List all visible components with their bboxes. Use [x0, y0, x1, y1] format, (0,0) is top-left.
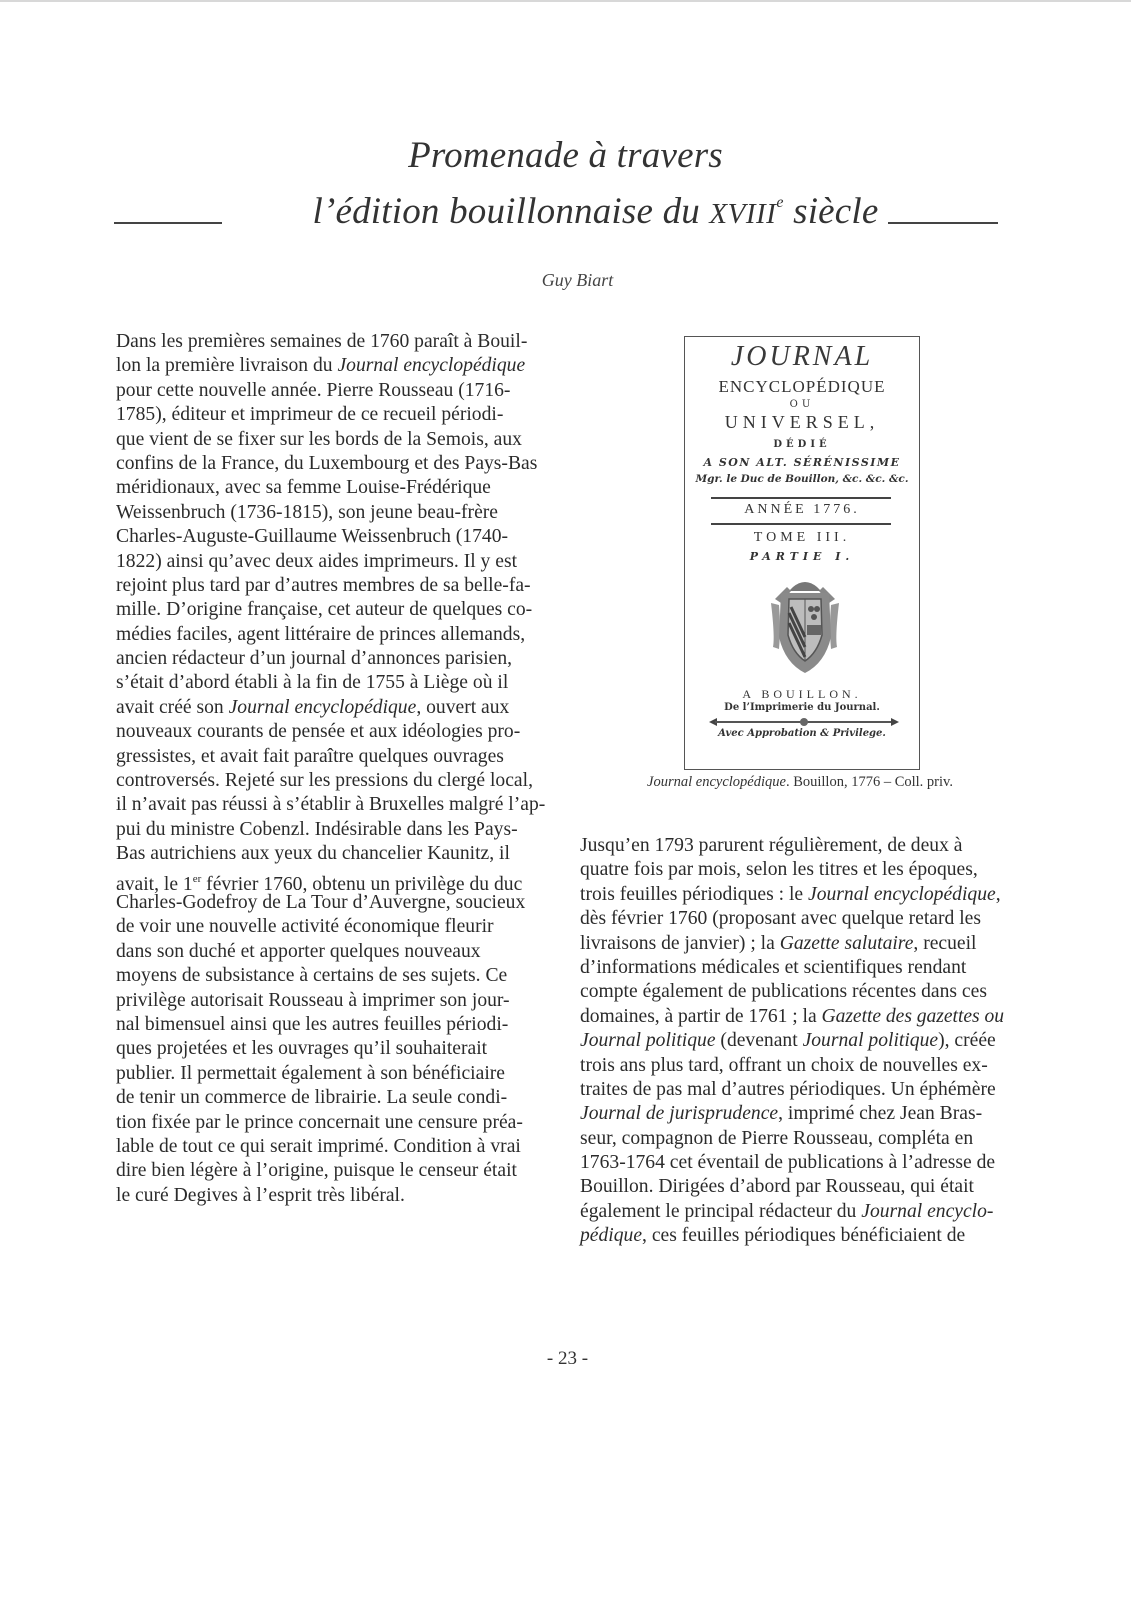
- caption-title: Journal encyclopédique: [647, 774, 786, 790]
- text-line: [580, 1054, 1004, 1078]
- text-run: , imprimé chez Jean Bras-: [778, 1103, 983, 1125]
- text-line-content: [116, 671, 508, 695]
- figure-rule-top: [711, 497, 891, 499]
- text-line: [116, 964, 549, 988]
- text-line: [116, 1111, 549, 1135]
- text-run: 1822) ainsi qu’avec deux aides imprimeurs. Il y est: [116, 550, 518, 572]
- text-run: 1763-1764 cet éventail de publications à l’adresse de: [580, 1152, 996, 1174]
- text-run: Dans les premières semaines de 1760 paraît à Bouil-: [116, 331, 528, 352]
- text-run: Bouillon. Dirigées d’abord par Rousseau, qui était: [580, 1176, 974, 1198]
- text-line-content: [580, 1005, 1004, 1029]
- text-line: [580, 1200, 1004, 1224]
- text-run: pour cette nouvelle année. Pierre Rousseau (1716-: [116, 379, 511, 401]
- figure-encyclopedique: ENCYCLOPÉDIQUE: [718, 377, 886, 396]
- text-line-content: [580, 883, 1001, 907]
- text-run: lon la première livraison du: [116, 355, 338, 377]
- title-text-post: siècle: [783, 191, 879, 232]
- text-line: [116, 574, 549, 598]
- text-line: [116, 598, 549, 622]
- text-line: [116, 940, 549, 964]
- text-line-content: [116, 1037, 487, 1061]
- text-line: [116, 891, 549, 915]
- text-line: [116, 452, 549, 476]
- journal-title-page-figure: [684, 336, 920, 770]
- text-run: traites de pas mal d’autres périodiques. Un éphémère: [580, 1078, 996, 1100]
- text-line: [580, 834, 1004, 858]
- text-run: mille. D’origine française, cet auteur de quelques co-: [116, 599, 533, 621]
- text-line-content: [116, 1013, 508, 1037]
- text-line: [116, 330, 549, 354]
- figure-dedication: A SON ALT. SÉRÉNISSIME: [703, 456, 901, 469]
- text-line: [116, 623, 549, 647]
- text-line: [116, 525, 549, 549]
- text-run: de tenir un commerce de librairie. La seule condi-: [116, 1087, 508, 1109]
- text-line: [580, 932, 1004, 956]
- italic-title: pédique: [580, 1225, 643, 1247]
- text-run: février 1760, obtenu un privilège du duc: [201, 873, 523, 895]
- text-line-content: [580, 858, 978, 882]
- italic-title: Gazette des gazettes ou: [821, 1005, 1004, 1027]
- ornamental-rule-icon: [709, 717, 899, 727]
- text-line-content: [580, 1151, 995, 1175]
- figure-mgr: Mgr. le Duc de Bouillon, &c. &c. &c.: [695, 473, 909, 485]
- text-run: ), créée: [938, 1030, 996, 1052]
- text-line-content: [116, 354, 525, 378]
- text-run: méridionaux, avec sa femme Louise-Frédérique: [116, 477, 491, 499]
- author-byline: Guy Biart: [541, 270, 614, 290]
- text-run: nal bimensuel ainsi que les autres feuilles périodi-: [116, 1013, 509, 1035]
- text-line-content: [580, 1078, 996, 1102]
- title-superscript: e: [776, 194, 784, 211]
- text-run: également le principal rédacteur du: [580, 1200, 862, 1222]
- text-run: de voir une nouvelle activité économique fleurir: [116, 916, 494, 938]
- text-line-content: [580, 932, 977, 956]
- text-line: [116, 476, 549, 500]
- title-roman-numeral: XVIII: [709, 198, 777, 230]
- text-run: confins de la France, du Luxembourg et des Pays-Bas: [116, 452, 538, 474]
- text-line: [580, 980, 1004, 1004]
- text-run: lable de tout ce qui serait imprimé. Condition à vrai: [116, 1135, 521, 1157]
- text-line-content: [580, 907, 981, 931]
- text-line: [580, 1175, 1004, 1199]
- italic-title: Journal politique: [802, 1030, 939, 1052]
- text-run: nouveaux courants de pensée et aux idéologies pro-: [116, 721, 521, 743]
- text-run: il n’avait pas réussi à s’établir à Bruxelles malgré l’ap-: [116, 794, 546, 816]
- figure-rule-bottom: [711, 523, 891, 525]
- text-line-content: [116, 1086, 507, 1110]
- text-line-content: [116, 647, 512, 671]
- text-line-content: [116, 428, 522, 452]
- italic-title: Journal encyclopédique: [808, 883, 996, 905]
- text-line-content: [580, 1175, 974, 1199]
- text-line-content: [116, 598, 532, 622]
- text-line-content: [116, 623, 525, 647]
- text-run: gressistes, et avait fait paraître quelques ouvrages: [116, 745, 504, 767]
- text-line: [116, 403, 549, 427]
- text-run: Charles-Godefroy de La Tour d’Auvergne, soucieux: [116, 891, 526, 913]
- text-run: le curé Degives à l’esprit très libéral.: [116, 1184, 405, 1206]
- text-line: [116, 379, 549, 403]
- text-run: d’informations médicales et scientifiques rendant: [580, 956, 967, 978]
- coat-of-arms-icon: [765, 577, 845, 677]
- text-line: [580, 1078, 1004, 1102]
- figure-universel: UNIVERSEL,: [724, 412, 880, 432]
- text-line: [116, 550, 549, 574]
- figure-ou: OU: [789, 399, 815, 410]
- italic-title: Journal politique: [580, 1030, 716, 1052]
- text-line: [116, 501, 549, 525]
- text-line-content: [116, 379, 510, 403]
- figure-partie: PARTIE I.: [749, 550, 855, 563]
- text-run: livraisons de janvier) ; la: [580, 932, 780, 954]
- text-line: [116, 989, 549, 1013]
- text-run: domaines, à partir de 1761 ; la: [580, 1005, 822, 1027]
- text-line-content: [116, 1111, 523, 1135]
- figure-tome: TOME III.: [753, 530, 851, 545]
- figure-journal: JOURNAL: [730, 341, 874, 372]
- text-line: [116, 1184, 549, 1208]
- text-run: , ouvert aux: [416, 696, 510, 718]
- text-run: ,: [995, 883, 1001, 905]
- text-line-content: [116, 1062, 505, 1086]
- text-line-content: [116, 476, 491, 500]
- text-line-content: [580, 980, 987, 1004]
- text-run: avait créé son: [116, 696, 229, 718]
- text-line-content: [116, 915, 494, 939]
- text-line: [116, 769, 549, 793]
- text-line: [116, 1086, 549, 1110]
- text-line-content: [116, 745, 504, 769]
- text-run: moyens de subsistance à certains de ses sujets. Ce: [116, 965, 508, 987]
- text-line-content: [116, 1185, 405, 1206]
- text-line: [116, 647, 549, 671]
- text-line: [580, 1127, 1004, 1151]
- text-run: Bas autrichiens aux yeux du chancelier Kaunitz, il: [116, 843, 510, 865]
- text-run: (devenant: [715, 1030, 803, 1052]
- text-line-content: [116, 989, 510, 1013]
- text-line-content: [580, 1029, 996, 1053]
- title-text-pre: l’édition bouillonnaise du: [312, 191, 710, 232]
- text-line: [116, 428, 549, 452]
- text-run: ancien rédacteur d’un journal d’annonces parisien,: [116, 648, 513, 670]
- text-run: quatre fois par mois, selon les titres et les époques,: [580, 859, 978, 881]
- text-line-content: [116, 501, 498, 525]
- text-run: Charles-Auguste-Guillaume Weissenbruch (1740-: [116, 526, 509, 548]
- text-run: Jusqu’en 1793 parurent régulièrement, de deux à: [580, 835, 963, 856]
- text-line-content: [116, 525, 508, 549]
- text-run: dans son duché et apporter quelques nouveaux: [116, 940, 481, 962]
- text-run: controversés. Rejeté sur les pressions du clergé local,: [116, 770, 533, 792]
- text-run: privilège autorisait Rousseau à imprimer son jour-: [116, 989, 510, 1011]
- text-line-content: [116, 696, 509, 720]
- text-line-content: [116, 403, 503, 427]
- text-line-content: [580, 1127, 973, 1151]
- text-line: [580, 1029, 1004, 1053]
- text-line: [116, 1135, 549, 1159]
- text-line: [116, 671, 549, 695]
- text-line: [116, 842, 549, 866]
- text-line-content: [580, 1054, 988, 1078]
- text-line-content: [116, 330, 527, 354]
- text-line: [580, 1224, 1004, 1248]
- text-run: s’était d’abord établi à la fin de 1755 à Liège où il: [116, 672, 509, 694]
- text-line: [116, 354, 549, 378]
- italic-title: Journal de jurisprudence: [580, 1103, 779, 1125]
- ordinal-superscript: er: [192, 872, 202, 885]
- text-line-content: [116, 1135, 521, 1159]
- text-line: [580, 1151, 1004, 1175]
- text-run: avait, le 1: [116, 873, 193, 895]
- text-run: tion fixée par le prince concernait une censure préa-: [116, 1111, 523, 1133]
- text-line-content: [116, 1159, 517, 1183]
- text-line-content: [580, 1102, 982, 1126]
- text-line: [116, 818, 549, 842]
- text-line: [580, 907, 1004, 931]
- text-line-content: [580, 834, 963, 858]
- text-line-content: [116, 964, 507, 988]
- text-run: , recueil: [913, 932, 977, 954]
- text-line: [116, 867, 549, 895]
- text-line: [580, 1005, 1004, 1029]
- text-line: [116, 1037, 549, 1061]
- text-line-content: [116, 452, 537, 476]
- figure-imprint-printer: De l’Imprimerie du Journal.: [724, 702, 880, 713]
- text-run: dire bien légère à l’origine, puisque le censeur était: [116, 1160, 517, 1182]
- text-line: [116, 1159, 549, 1183]
- figure-dedie: DÉDIÉ: [773, 439, 831, 450]
- text-line-content: [116, 550, 517, 574]
- text-line: [580, 956, 1004, 980]
- text-line-content: [116, 720, 520, 744]
- text-line-content: [580, 1200, 993, 1224]
- text-run: Weissenbruch (1736-1815), son jeune beau-frère: [116, 501, 498, 523]
- title-rule-right: [888, 222, 998, 224]
- text-run: publier. Il permettait également à son bénéficiaire: [116, 1062, 505, 1084]
- text-line: [580, 1102, 1004, 1126]
- text-run: médies faciles, agent littéraire de princes allemands,: [116, 623, 526, 645]
- text-run: , ces feuilles périodiques bénéficiaient de: [642, 1225, 966, 1247]
- text-run: trois ans plus tard, offrant un choix de nouvelles ex-: [580, 1054, 988, 1076]
- text-run: pui du ministre Cobenzl. Indésirable dans les Pays-: [116, 818, 518, 840]
- figure-imprint-city: A BOUILLON.: [742, 687, 862, 701]
- text-line: [580, 883, 1004, 907]
- text-line: [116, 1013, 549, 1037]
- text-line-content: [116, 842, 510, 866]
- text-line-content: [116, 891, 525, 915]
- text-line-content: [580, 956, 966, 980]
- scan-top-edge: [0, 0, 1131, 2]
- caption-rest: . Bouillon, 1776 – Coll. priv.: [785, 774, 953, 790]
- italic-title: Gazette salutaire: [779, 932, 914, 954]
- italic-title: Journal encyclopédique: [337, 355, 526, 377]
- text-run: compte également de publications récentes dans ces: [580, 981, 987, 1003]
- text-line: [116, 1062, 549, 1086]
- text-run: ques projetées et les ouvrages qu’il souhaiterait: [116, 1038, 488, 1060]
- text-run: dès février 1760 (proposant avec quelque retard les: [580, 908, 981, 930]
- text-line: [116, 720, 549, 744]
- text-run: 1785), éditeur et imprimeur de ce recueil périodi-: [116, 404, 504, 426]
- text-run: que vient de se fixer sur les bords de la Semois, aux: [116, 428, 522, 450]
- text-line: [116, 915, 549, 939]
- text-line-content: [116, 793, 545, 817]
- text-line-content: [116, 818, 518, 842]
- figure-privilege: Avec Approbation & Privilege.: [718, 728, 886, 739]
- left-column-text: [116, 330, 549, 1208]
- text-line: [580, 858, 1004, 882]
- text-line-content: [116, 769, 533, 793]
- text-run: trois feuilles périodiques : le: [580, 883, 808, 905]
- text-run: rejoint plus tard par d’autres membres de sa belle-fa-: [116, 574, 531, 596]
- italic-title: Journal encyclo-: [861, 1200, 994, 1222]
- figure-caption: [640, 774, 960, 791]
- figure-annee: ANNÉE 1776.: [744, 502, 860, 517]
- text-line: [116, 696, 549, 720]
- page-number: - 23 -: [546, 1348, 589, 1369]
- right-column-text: [580, 834, 1004, 1249]
- text-run: seur, compagnon de Pierre Rousseau, compléta en: [580, 1127, 974, 1149]
- italic-title: Journal encyclopédique: [228, 696, 417, 718]
- text-line-content: [116, 574, 531, 598]
- article-title-line-2: [30, 190, 1131, 233]
- text-line-content: [580, 1224, 965, 1248]
- text-line: [116, 745, 549, 769]
- text-line-content: [116, 940, 481, 964]
- article-title-line-1: Promenade à travers: [408, 135, 723, 176]
- text-line: [116, 793, 549, 817]
